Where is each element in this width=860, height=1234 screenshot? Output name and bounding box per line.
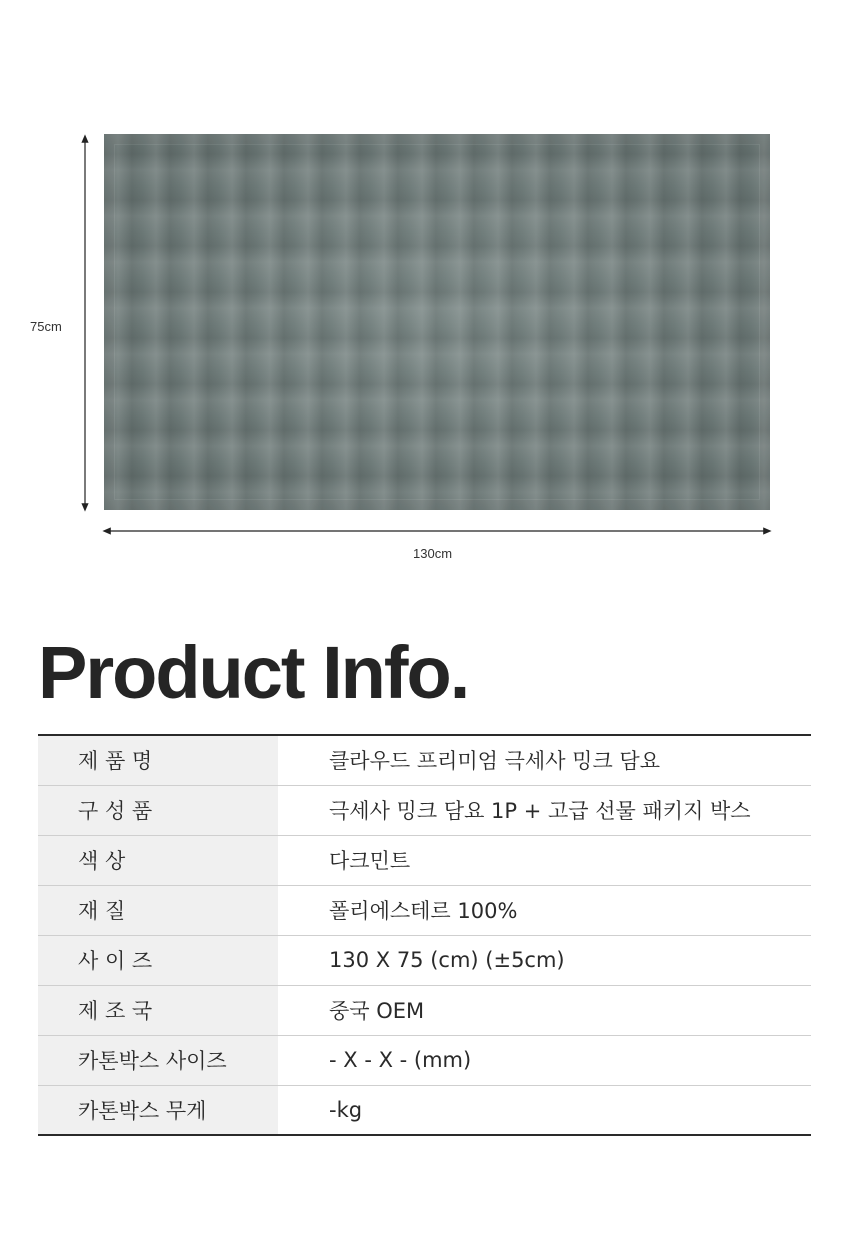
blanket-image [104,134,770,510]
row-key: 제 조 국 [38,985,278,1035]
row-key: 색 상 [38,835,278,885]
section-title: Product Info. [38,631,469,714]
product-size-figure [0,0,860,600]
row-key: 제 품 명 [38,735,278,785]
width-label: 130cm [413,546,453,561]
table-row [38,835,811,885]
row-key: 카톤박스 무게 [38,1085,278,1135]
table-row [38,935,811,985]
row-value: 클라우드 프리미엄 극세사 밍크 담요 [329,749,660,774]
row-key: 카톤박스 사이즈 [38,1035,278,1085]
row-key: 재 질 [38,885,278,935]
row-key: 사 이 즈 [38,935,278,985]
row-value: 중국 OEM [278,985,811,1035]
table-row [38,785,811,835]
row-value: -kg [278,1085,811,1135]
row-value: 다크민트 [278,835,811,885]
table-row [38,735,811,785]
table-row [38,885,811,935]
row-value: 극세사 밍크 담요 1P + 고급 선물 패키지 박스 [278,785,811,835]
row-key: 구 성 품 [38,785,278,835]
row-value: 130 X 75 (cm) (±5cm) [278,935,811,985]
row-value: - X - X - (mm) [278,1035,811,1085]
product-info-table [38,734,811,1136]
row-value: 폴리에스테르 100% [278,885,811,935]
table-row [38,985,811,1035]
table-row [38,1085,811,1135]
height-label: 75cm [30,319,62,334]
table-row [38,1035,811,1085]
